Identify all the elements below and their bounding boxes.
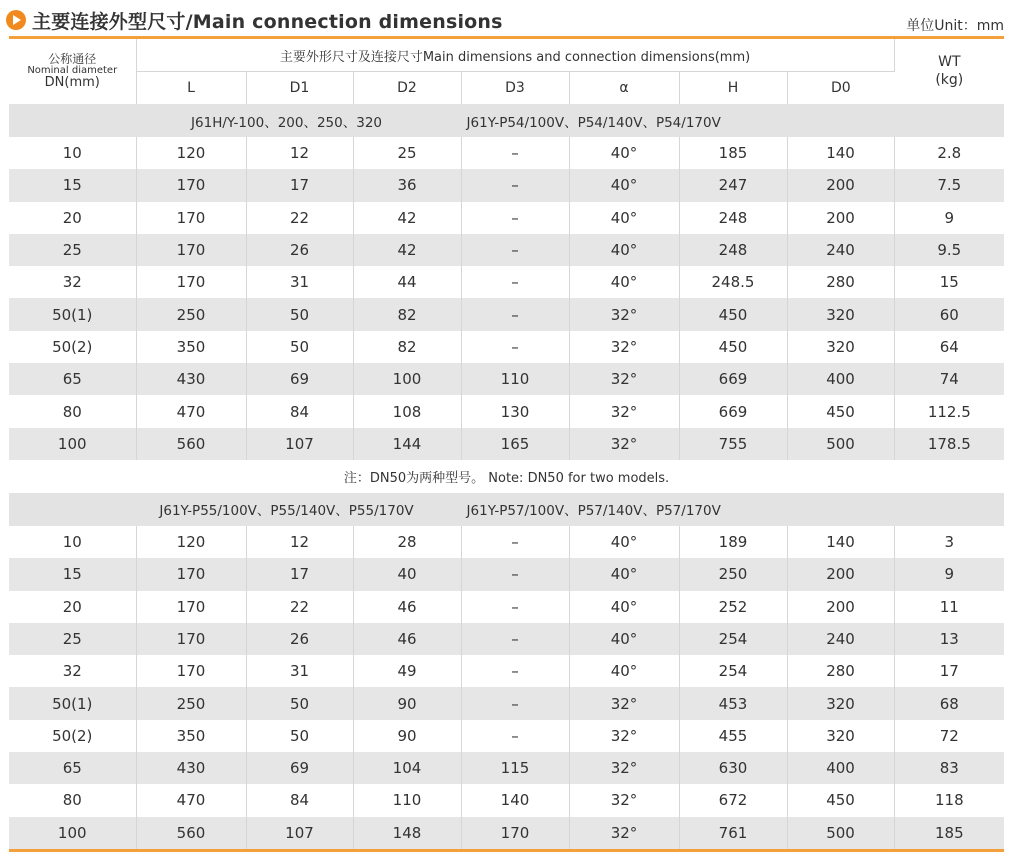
table-row <box>9 558 1004 590</box>
header-main-group: 主要外形尺寸及连接尺寸Main dimensions and connection dimensions(mm) <box>136 38 894 72</box>
section-2-model-right: J61Y-P57/100V、P57/140V、P57/170V <box>466 503 721 520</box>
table-cell: 280 <box>787 655 894 687</box>
table-cell: 9.5 <box>894 234 1004 266</box>
table-row <box>9 137 1004 169</box>
table-cell: – <box>461 591 569 623</box>
page-title <box>6 6 503 34</box>
table-cell: 140 <box>461 784 569 816</box>
table-cell: 40° <box>569 169 679 201</box>
table-cell: 400 <box>787 363 894 395</box>
table-row <box>9 687 1004 719</box>
table-cell: 170 <box>136 169 246 201</box>
table-cell: 470 <box>136 784 246 816</box>
table-cell: 254 <box>679 655 787 687</box>
table-cell: 15 <box>9 169 136 201</box>
table-cell: 320 <box>787 720 894 752</box>
table-cell: 60 <box>894 298 1004 330</box>
dimensions-table <box>9 36 1004 852</box>
table-cell: 104 <box>353 752 461 784</box>
table-cell: 36 <box>353 169 461 201</box>
section-2-models <box>9 493 1004 526</box>
section-2-model-left: J61Y-P55/100V、P55/140V、P55/170V <box>159 503 414 520</box>
page-header <box>6 6 1006 34</box>
table-cell: 400 <box>787 752 894 784</box>
header-col-D3: D3 <box>461 72 569 105</box>
table-cell: 40° <box>569 623 679 655</box>
table-cell: 12 <box>246 137 353 169</box>
section-2-body <box>9 493 1004 850</box>
table-cell: 250 <box>136 687 246 719</box>
table-cell: 185 <box>894 817 1004 851</box>
table-cell: 40° <box>569 558 679 590</box>
table-cell: 185 <box>679 137 787 169</box>
table-cell: 170 <box>136 655 246 687</box>
note-row <box>9 460 1004 493</box>
table-row <box>9 623 1004 655</box>
table-cell: 672 <box>679 784 787 816</box>
header-row-group <box>9 38 1004 72</box>
table-cell: 170 <box>136 591 246 623</box>
table-cell: 200 <box>787 202 894 234</box>
table-cell: 500 <box>787 817 894 851</box>
table-row <box>9 395 1004 427</box>
table-cell: 248.5 <box>679 266 787 298</box>
table-cell: – <box>461 623 569 655</box>
table-cell: 40° <box>569 591 679 623</box>
table-cell: 50(2) <box>9 331 136 363</box>
table-cell: 32 <box>9 655 136 687</box>
table-cell: 32° <box>569 428 679 460</box>
table-cell: 450 <box>787 395 894 427</box>
table-cell: 22 <box>246 202 353 234</box>
table-row <box>9 752 1004 784</box>
table-cell: 110 <box>353 784 461 816</box>
table-cell: 178.5 <box>894 428 1004 460</box>
table-cell: 761 <box>679 817 787 851</box>
table-cell: 17 <box>894 655 1004 687</box>
table-cell: 320 <box>787 331 894 363</box>
table-cell: 170 <box>136 558 246 590</box>
table-cell: 13 <box>894 623 1004 655</box>
table-cell: 320 <box>787 687 894 719</box>
note-text: 注：DN50为两种型号。 Note: DN50 for two models. <box>9 460 1004 493</box>
table-cell: 50 <box>246 331 353 363</box>
table-cell: 83 <box>894 752 1004 784</box>
header-dn-unit: DN(mm) <box>44 75 100 91</box>
table-cell: 80 <box>9 395 136 427</box>
table-cell: 15 <box>9 558 136 590</box>
table-cell: 100 <box>9 817 136 851</box>
header-wt <box>894 38 1004 105</box>
table-cell: 42 <box>353 234 461 266</box>
table-row <box>9 655 1004 687</box>
table-cell: 40° <box>569 137 679 169</box>
table-cell: 25 <box>9 623 136 655</box>
table-cell: 25 <box>9 234 136 266</box>
table-row <box>9 169 1004 201</box>
table-cell: 17 <box>246 169 353 201</box>
header-dn <box>9 38 136 105</box>
table-cell: 252 <box>679 591 787 623</box>
table-cell: 254 <box>679 623 787 655</box>
table-cell: 189 <box>679 526 787 558</box>
table-cell: 165 <box>461 428 569 460</box>
table-cell: 115 <box>461 752 569 784</box>
table-cell: 40° <box>569 234 679 266</box>
table-cell: 500 <box>787 428 894 460</box>
table-cell: 2.8 <box>894 137 1004 169</box>
table-cell: 450 <box>679 298 787 330</box>
unit-label: 单位Unit：mm <box>906 18 1004 34</box>
table-cell: 50(1) <box>9 298 136 330</box>
table-cell: 32 <box>9 266 136 298</box>
header-col-D0: D0 <box>830 80 851 96</box>
table-row <box>9 428 1004 460</box>
table-cell: 26 <box>246 234 353 266</box>
table-cell: 107 <box>246 428 353 460</box>
table-cell: 40° <box>569 266 679 298</box>
header-wt-unit: (kg) <box>935 71 964 88</box>
table-cell: – <box>461 266 569 298</box>
table-cell: 7.5 <box>894 169 1004 201</box>
section-1-model-row <box>9 104 1004 137</box>
table-cell: 31 <box>246 266 353 298</box>
table-cell: 46 <box>353 623 461 655</box>
table-cell: 112.5 <box>894 395 1004 427</box>
table-cell: 120 <box>136 137 246 169</box>
table-cell: 100 <box>9 428 136 460</box>
table-cell: 430 <box>136 752 246 784</box>
table-cell: 120 <box>136 526 246 558</box>
table-cell: 32° <box>569 752 679 784</box>
table-row <box>9 331 1004 363</box>
table-cell: 40° <box>569 202 679 234</box>
table-cell: 200 <box>787 558 894 590</box>
play-icon <box>6 10 26 30</box>
table-cell: 450 <box>679 331 787 363</box>
table-cell: 350 <box>136 331 246 363</box>
table-cell: 148 <box>353 817 461 851</box>
table-row <box>9 202 1004 234</box>
table-cell: 455 <box>679 720 787 752</box>
table-cell: 82 <box>353 298 461 330</box>
table-cell: 25 <box>353 137 461 169</box>
table-cell: 453 <box>679 687 787 719</box>
table-cell: 64 <box>894 331 1004 363</box>
table-cell: 40 <box>353 558 461 590</box>
table-cell: 100 <box>353 363 461 395</box>
table-cell: 40° <box>569 655 679 687</box>
table-cell: – <box>461 526 569 558</box>
table-row <box>9 298 1004 330</box>
table-cell: 630 <box>679 752 787 784</box>
table-cell: 247 <box>679 169 787 201</box>
table-cell: – <box>461 720 569 752</box>
table-cell: 90 <box>353 720 461 752</box>
table-cell: 144 <box>353 428 461 460</box>
note-body <box>9 460 1004 493</box>
table-cell: 10 <box>9 137 136 169</box>
table-cell: 49 <box>353 655 461 687</box>
table-cell: 11 <box>894 591 1004 623</box>
table-cell: 90 <box>353 687 461 719</box>
table-cell: 42 <box>353 202 461 234</box>
table-cell: 755 <box>679 428 787 460</box>
table-cell: 32° <box>569 395 679 427</box>
table-cell: 17 <box>246 558 353 590</box>
table-cell: 50(2) <box>9 720 136 752</box>
section-1-models <box>9 104 1004 137</box>
table-cell: 248 <box>679 202 787 234</box>
table-cell: 40° <box>569 526 679 558</box>
table-cell: 170 <box>136 623 246 655</box>
header-col-alpha: α <box>569 72 679 105</box>
table-cell: 9 <box>894 558 1004 590</box>
table-cell: – <box>461 687 569 719</box>
table-cell: 669 <box>679 363 787 395</box>
table-cell: – <box>461 234 569 266</box>
table-row <box>9 526 1004 558</box>
header-row-columns <box>9 72 1004 105</box>
table-cell: 669 <box>679 395 787 427</box>
table-cell: – <box>461 655 569 687</box>
table-cell: 140 <box>787 526 894 558</box>
table-cell: 84 <box>246 784 353 816</box>
section-2-model-row <box>9 493 1004 526</box>
table-cell: 32° <box>569 817 679 851</box>
table-cell: 10 <box>9 526 136 558</box>
table-cell: – <box>461 202 569 234</box>
table-cell: 320 <box>787 298 894 330</box>
table-cell: 250 <box>136 298 246 330</box>
header-wt-label: WT <box>938 54 961 70</box>
table-cell: 170 <box>136 234 246 266</box>
table-row <box>9 234 1004 266</box>
table-cell: 560 <box>136 428 246 460</box>
header-dn-en: Nominal diameter <box>27 64 118 76</box>
table-cell: 65 <box>9 752 136 784</box>
table-cell: 170 <box>461 817 569 851</box>
table-row <box>9 784 1004 816</box>
table-cell: 32° <box>569 331 679 363</box>
table-cell: 108 <box>353 395 461 427</box>
table-cell: 430 <box>136 363 246 395</box>
table-cell: 200 <box>787 591 894 623</box>
table-cell: 50 <box>246 687 353 719</box>
table-cell: – <box>461 558 569 590</box>
table-cell: 82 <box>353 331 461 363</box>
table-cell: 22 <box>246 591 353 623</box>
table-cell: 50 <box>246 720 353 752</box>
table-cell: 12 <box>246 526 353 558</box>
table-cell: 65 <box>9 363 136 395</box>
table-cell: 248 <box>679 234 787 266</box>
table-row <box>9 720 1004 752</box>
table-cell: 110 <box>461 363 569 395</box>
table-cell: 31 <box>246 655 353 687</box>
table-cell: 50(1) <box>9 687 136 719</box>
table-row <box>9 363 1004 395</box>
table-cell: 170 <box>136 266 246 298</box>
table-cell: 240 <box>787 623 894 655</box>
table-cell: 32° <box>569 298 679 330</box>
table-cell: 72 <box>894 720 1004 752</box>
header-col-D1: D1 <box>246 72 353 105</box>
table-cell: 32° <box>569 363 679 395</box>
header-dn-cn: 公称通径 <box>48 52 97 67</box>
table-cell: 44 <box>353 266 461 298</box>
table-cell: 74 <box>894 363 1004 395</box>
table-cell: – <box>461 137 569 169</box>
section-1-model-right: J61Y-P54/100V、P54/140V、P54/170V <box>466 114 721 131</box>
section-1-body <box>9 104 1004 460</box>
table-cell: – <box>461 169 569 201</box>
table-cell: 140 <box>787 137 894 169</box>
header-col-H: H <box>679 72 787 105</box>
table-cell: 15 <box>894 266 1004 298</box>
table-cell: 68 <box>894 687 1004 719</box>
table-cell: 3 <box>894 526 1004 558</box>
table-cell: 20 <box>9 202 136 234</box>
table-cell: 69 <box>246 363 353 395</box>
table-cell: 32° <box>569 784 679 816</box>
header-col-D2: D2 <box>353 72 461 105</box>
table-cell: 69 <box>246 752 353 784</box>
table-cell: 118 <box>894 784 1004 816</box>
table-cell: 84 <box>246 395 353 427</box>
header-col-L: L <box>136 72 246 105</box>
table-cell: 450 <box>787 784 894 816</box>
table-cell: 560 <box>136 817 246 851</box>
table-cell: 250 <box>679 558 787 590</box>
table-cell: 20 <box>9 591 136 623</box>
table-cell: 350 <box>136 720 246 752</box>
table-cell: 28 <box>353 526 461 558</box>
table-cell: 32° <box>569 687 679 719</box>
section-1-model-left: J61H/Y-100、200、250、320 <box>191 114 382 131</box>
table-row <box>9 266 1004 298</box>
table-cell: – <box>461 331 569 363</box>
table-cell: 9 <box>894 202 1004 234</box>
title-text: 主要连接外型尺寸/Main connection dimensions <box>32 10 503 33</box>
table-cell: 80 <box>9 784 136 816</box>
table-cell: 26 <box>246 623 353 655</box>
table-cell: 130 <box>461 395 569 427</box>
table-cell: 470 <box>136 395 246 427</box>
table-cell: 200 <box>787 169 894 201</box>
table-cell: 170 <box>136 202 246 234</box>
table-cell: 46 <box>353 591 461 623</box>
table-cell: 107 <box>246 817 353 851</box>
table-cell: 32° <box>569 720 679 752</box>
table-row <box>9 591 1004 623</box>
table-cell: 240 <box>787 234 894 266</box>
table-cell: 50 <box>246 298 353 330</box>
table-row <box>9 817 1004 851</box>
table-cell: – <box>461 298 569 330</box>
table-cell: 280 <box>787 266 894 298</box>
